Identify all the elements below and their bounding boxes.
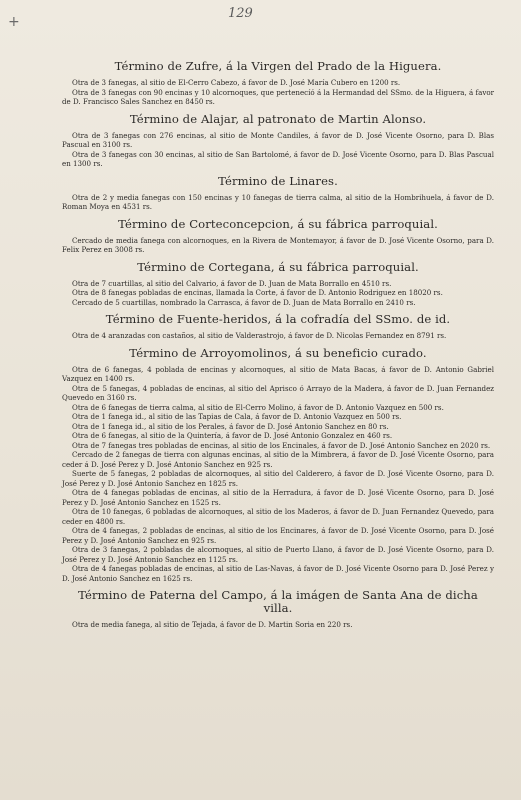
property-entry: Otra de 6 fanegas, 4 poblada de encinas y alcornoques, al sitio de Mata Bacas, á favor de D. Antonio Gabriel Vazquez en 1400 rs. bbox=[62, 364, 494, 383]
property-entry: Otra de 6 fanegas de tierra calma, al sitio de El-Cerro Molino, á favor de D. Antonio Vazquez en 500 rs. bbox=[72, 402, 444, 412]
section-heading: Término de Arroyomolinos, á su beneficio curado. bbox=[129, 345, 427, 360]
property-entry: Otra de 4 fanegas, 2 pobladas de encinas, al sitio de los Encinares, á favor de D. José Vicente Osorno, para D. José Perez y D. José Antonio Sanchez en 925 rs. bbox=[62, 526, 494, 545]
folio-number: 129 bbox=[228, 6, 253, 21]
section-heading: Término de Cortegana, á su fábrica parroquial. bbox=[137, 259, 419, 274]
pencil-mark: + bbox=[8, 14, 20, 30]
section-heading: Término de Fuente-heridos, á la cofradía del SSmo. de id. bbox=[105, 312, 451, 326]
section-heading: Término de Corteconcepcion, á su fábrica parroquial. bbox=[118, 216, 438, 231]
property-entry: Otra de 3 fanegas con 90 encinas y 10 alcornoques, que pertenecíó á la Hermandad del SSmo. de la Higuera, á favor de D. Francisco Sales Sanchez en 8450 rs. bbox=[62, 87, 494, 106]
property-entry: Otra de 4 fanegas pobladas de encinas, al sitio de Las-Navas, á favor de D. José Vicente Osorno para D. José Perez y D. José Antonio Sanchez en 1625 rs. bbox=[62, 564, 494, 583]
section-heading: Término de Paterna del Campo, á la imágen de Santa Ana de dicha villa. bbox=[78, 588, 478, 615]
property-entry: Cercado de 2 fanegas de tierra con algunas encinas, al sitio de la Mimbrera, á favor de D. José Vicente Osorno, para ceder á D. José Perez y D. José Antonio Sanchez en 925 rs. bbox=[62, 450, 494, 469]
property-entry: Otra de 7 fanegas tres pobladas de encinas, al sitio de los Encinales, á favor de D. José Antonio Sanchez en 2020 rs. bbox=[72, 440, 491, 450]
property-entry: Otra de 1 fanega id., al sitio de las Tapias de Cala, á favor de D. Antonio Vazquez en 500 rs. bbox=[72, 412, 402, 421]
property-entry: Otra de media fanega, al sitio de Tejada, á favor de D. Martin Soria en 220 rs. bbox=[72, 620, 353, 629]
property-entry: Otra de 1 fanega id., al sitio de los Perales, á favor de D. José Antonio Sanchez en 80 rs. bbox=[72, 421, 389, 431]
property-entry: Otra de 6 fanegas, al sitio de la Quintería, á favor de D. José Antonio Gonzalez en 460 rs. bbox=[72, 431, 393, 440]
property-entry: Suerte de 5 fanegas, 2 pobladas de alcornoques, al sitio del Calderero, á favor de D. José Vicente Osorno, para D. José Perez y D. José Antonio Sanchez en 1825 rs. bbox=[62, 469, 494, 488]
property-entry: Otra de 5 fanegas, 4 pobladas de encinas, al sitio del Aprisco ó Arrayo de la Madera, á favor de D. Juan Fernandez Quevedo en 3160 rs. bbox=[62, 383, 494, 402]
section-heading: Término de Zufre, á la Virgen del Prado de la Higuera. bbox=[114, 59, 442, 73]
property-entry: Otra de 3 fanegas con 276 encinas, al sitio de Monte Candiles, á favor de D. José Vicente Osorno, para D. Blas Pascual en 3100 rs. bbox=[62, 130, 494, 149]
property-entry: Otra de 10 fanegas, 6 pobladas de alcornoques, al sitio de los Maderos, á favor de D. Juan Fernandez Quevedo, para ceder en 4800 rs. bbox=[62, 507, 494, 526]
property-entry: Otra de 3 fanegas con 30 encinas, al sitio de San Bartolomé, á favor de D. José Vicente Osorno, para D. Blas Pascual en 1300 rs. bbox=[62, 149, 494, 168]
property-entry: Otra de 3 fanegas, 2 pobladas de alcornoques, al sitio de Puerto Llano, á favor de D. José Vicente Osorno, para D. José Perez y D. José Antonio Sanchez en 1125 rs. bbox=[62, 545, 494, 564]
section-heading: Término de Alajar, al patronato de Martin Alonso. bbox=[129, 111, 427, 126]
property-entry: Cercado de media fanega con alcornoques, en la Rivera de Montemayor, á favor de D. José Vicente Osorno, para D. Felix Perez en 3008 rs. bbox=[62, 235, 494, 254]
property-entry: Otra de 8 fanegas pobladas de encinas, llamada la Corte, á favor de D. Antonio Rodriguez en 18020 rs. bbox=[72, 288, 443, 297]
property-entry: Cercado de 5 cuartillas, nombrado la Carrasca, á favor de D. Juan de Mata Borrallo en 2410 rs. bbox=[72, 297, 416, 307]
property-entry: Otra de 4 fanegas pobladas de encinas, al sitio de la Herradura, á favor de D. José Vicente Osorno, para D. José Perez y D. José Antonio Sanchez en 1525 rs. bbox=[62, 488, 494, 507]
property-entry: Otra de 4 aranzadas con castaños, al sitio de Valderastrojo, á favor de D. Nicolas Fernandez en 8791 rs. bbox=[72, 331, 447, 340]
property-entry: Otra de 7 cuartillas, al sitio del Calvario, á favor de D. Juan de Mata Borrallo en 4510 rs. bbox=[72, 278, 392, 288]
property-entry: Otra de 2 y media fanegas con 150 encinas y 10 fanegas de tierra calma, al sitio de la Hombrihuela, á favor de D. Roman Moya en 4531 rs. bbox=[62, 192, 494, 211]
property-entry: Otra de 3 fanegas, al sitio de El-Cerro Cabezo, á favor de D. José María Cubero en 1200 rs. bbox=[72, 78, 401, 87]
section-heading: Término de Linares. bbox=[218, 173, 338, 188]
document-body bbox=[62, 54, 494, 630]
